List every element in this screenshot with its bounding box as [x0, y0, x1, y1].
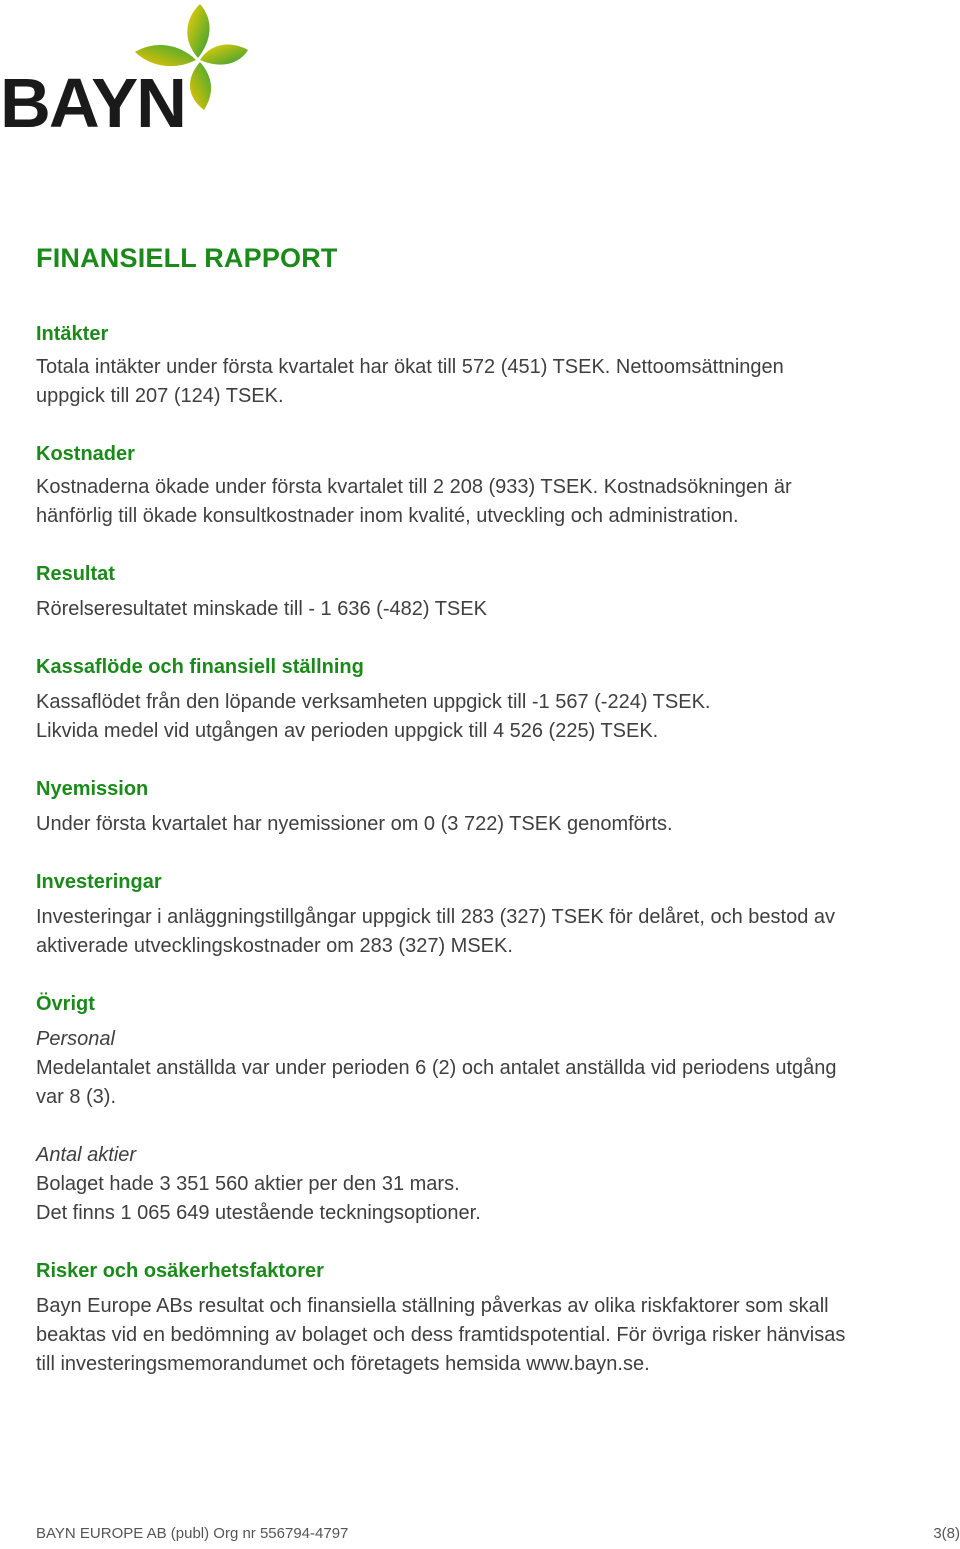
section-risker — [36, 1257, 936, 1379]
paragraph-line: Bayn Europe ABs resultat och finansiella ställning påverkas av olika riskfaktorer som skall — [36, 1295, 829, 1317]
section-intakter — [36, 320, 936, 411]
logo-text: BAYN — [0, 64, 185, 135]
section-heading: Kostnader — [36, 443, 135, 465]
section-heading: Investeringar — [36, 871, 162, 893]
paragraph-line: aktiverade utvecklingskostnader om 283 (327) MSEK. — [36, 935, 513, 957]
bayn-logo — [0, 0, 260, 135]
paragraph-line: Bolaget hade 3 351 560 aktier per den 31 mars. — [36, 1173, 460, 1195]
paragraph-line: Rörelseresultatet minskade till - 1 636 (-482) TSEK — [36, 598, 487, 620]
paragraph-line: Investeringar i anläggningstillgångar uppgick till 283 (327) TSEK för delåret, och bestod av — [36, 906, 835, 928]
aktier-block — [36, 1141, 936, 1228]
section-nyemission — [36, 775, 936, 839]
paragraph-line: Det finns 1 065 649 utestående teckningsoptioner. — [36, 1202, 481, 1224]
section-kostnader — [36, 440, 936, 531]
section-heading: Nyemission — [36, 778, 149, 800]
paragraph-line: hänförlig till ökade konsultkostnader inom kvalité, utveckling och administration. — [36, 505, 739, 527]
section-ovrigt — [36, 990, 936, 1228]
footer-org: BAYN EUROPE AB (publ) Org nr 556794-4797 — [36, 1525, 349, 1542]
section-investeringar — [36, 868, 936, 961]
page-number: 3(8) — [933, 1525, 960, 1542]
section-kassaflode — [36, 653, 936, 746]
paragraph-line: Under första kvartalet har nyemissioner om 0 (3 722) TSEK genomförts. — [36, 813, 673, 835]
subheading-personal: Personal — [36, 1028, 115, 1050]
page-title: FINANSIELL RAPPORT — [36, 243, 338, 273]
flower-icon — [0, 0, 260, 135]
report-content — [36, 238, 936, 1408]
paragraph-line: till investeringsmemorandumet och företagets hemsida www.bayn.se. — [36, 1353, 650, 1375]
paragraph-line: var 8 (3). — [36, 1086, 117, 1108]
section-heading: Intäkter — [36, 323, 109, 345]
subheading-aktier: Antal aktier — [36, 1144, 137, 1166]
paragraph-line: beaktas vid en bedömning av bolaget och dess framtidspotential. För övriga risker hänvisas — [36, 1324, 846, 1346]
paragraph-line: Likvida medel vid utgången av perioden uppgick till 4 526 (225) TSEK. — [36, 720, 659, 742]
paragraph-line: Kassaflödet från den löpande verksamheten uppgick till -1 567 (-224) TSEK. — [36, 691, 711, 713]
paragraph-line: Totala intäkter under första kvartalet har ökat till 572 (451) TSEK. Nettoomsättningen — [36, 356, 784, 378]
section-heading: Risker och osäkerhetsfaktorer — [36, 1260, 324, 1282]
section-heading: Kassaflöde och finansiell ställning — [36, 656, 364, 678]
personal-block — [36, 1025, 936, 1112]
section-resultat — [36, 560, 936, 624]
section-heading: Övrigt — [36, 993, 95, 1015]
paragraph-line: uppgick till 207 (124) TSEK. — [36, 385, 284, 407]
paragraph-line: Kostnaderna ökade under första kvartalet till 2 208 (933) TSEK. Kostnadsökningen är — [36, 476, 792, 498]
section-heading: Resultat — [36, 563, 115, 585]
paragraph-line: Medelantalet anställda var under perioden 6 (2) och antalet anställda vid periodens utgång — [36, 1057, 837, 1079]
